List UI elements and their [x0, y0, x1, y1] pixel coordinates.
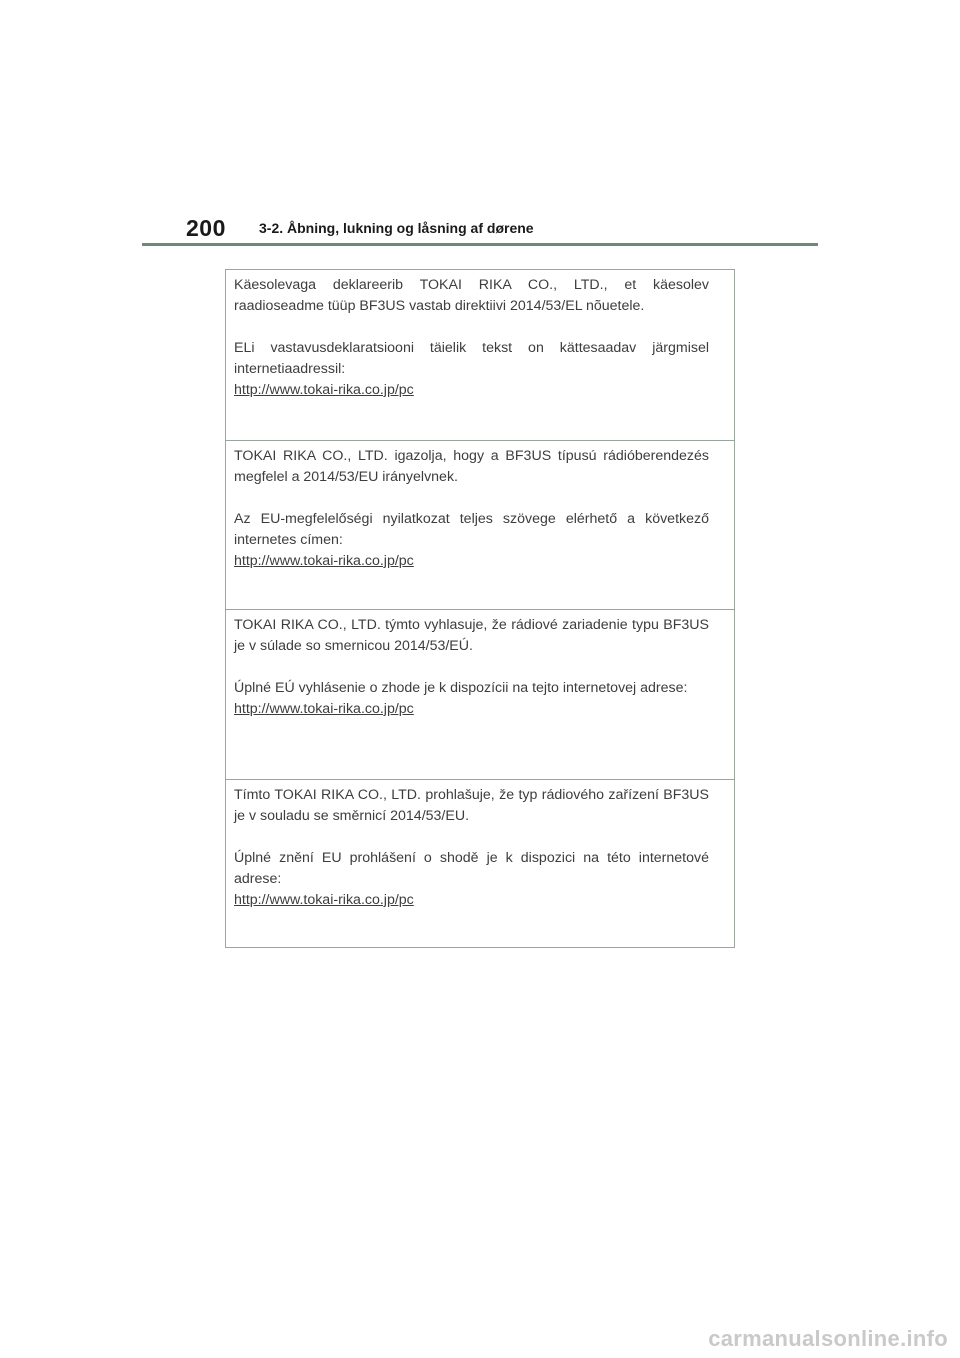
declaration-url-link[interactable]: http://www.tokai-rika.co.jp/pc [234, 701, 414, 717]
declaration-availability [234, 848, 709, 911]
watermark-text: carmanualsonline.info [708, 1326, 948, 1351]
declaration-statement: Tímto TOKAI RIKA CO., LTD. prohlašuje, že typ rádiového zařízení BF3US je v souladu se směrnicí 2014/53/EU. [234, 787, 709, 824]
availability-text: Az EU-megfelelőségi nyilatkozat teljes szövege elérhető a következő internetes címen: [234, 511, 709, 548]
declaration-czech [226, 779, 734, 949]
declaration-url-link[interactable]: http://www.tokai-rika.co.jp/pc [234, 382, 414, 398]
declaration-availability [234, 509, 709, 572]
declaration-url-link[interactable]: http://www.tokai-rika.co.jp/pc [234, 553, 414, 569]
declaration-statement: TOKAI RIKA CO., LTD. týmto vyhlasuje, že rádiové zariadenie typu BF3US je v súlade so smernicou 2014/53/EÚ. [234, 617, 709, 654]
header-divider [142, 243, 818, 246]
availability-text: Úplné EÚ vyhlásenie o zhode je k dispozícii na tejto internetovej adrese: [234, 680, 688, 696]
declaration-availability [234, 678, 709, 720]
declaration-slovak [226, 609, 734, 779]
declaration-statement: Käesolevaga deklareerib TOKAI RIKA CO., LTD., et käesolev raadioseadme tüüp BF3US vastab direktiivi 2014/53/EL nõuetele. [234, 277, 709, 314]
declaration-statement: TOKAI RIKA CO., LTD. igazolja, hogy a BF3US típusú rádióberendezés megfelel a 2014/53/EU irányelvnek. [234, 448, 709, 485]
declaration-url-link[interactable]: http://www.tokai-rika.co.jp/pc [234, 892, 414, 908]
availability-text: ELi vastavusdeklaratsiooni täielik tekst on kättesaadav järgmisel internetiaadressil: [234, 340, 709, 377]
page-number: 200 [186, 215, 226, 241]
page-header [142, 212, 818, 246]
declaration-availability [234, 338, 709, 401]
availability-text: Úplné znění EU prohlášení o shodě je k dispozici na této internetové adrese: [234, 850, 709, 887]
declaration-estonian [226, 270, 734, 440]
section-title: 3-2. Åbning, lukning og låsning af dørene [259, 220, 534, 236]
declarations-box [225, 269, 735, 948]
declaration-hungarian [226, 440, 734, 610]
